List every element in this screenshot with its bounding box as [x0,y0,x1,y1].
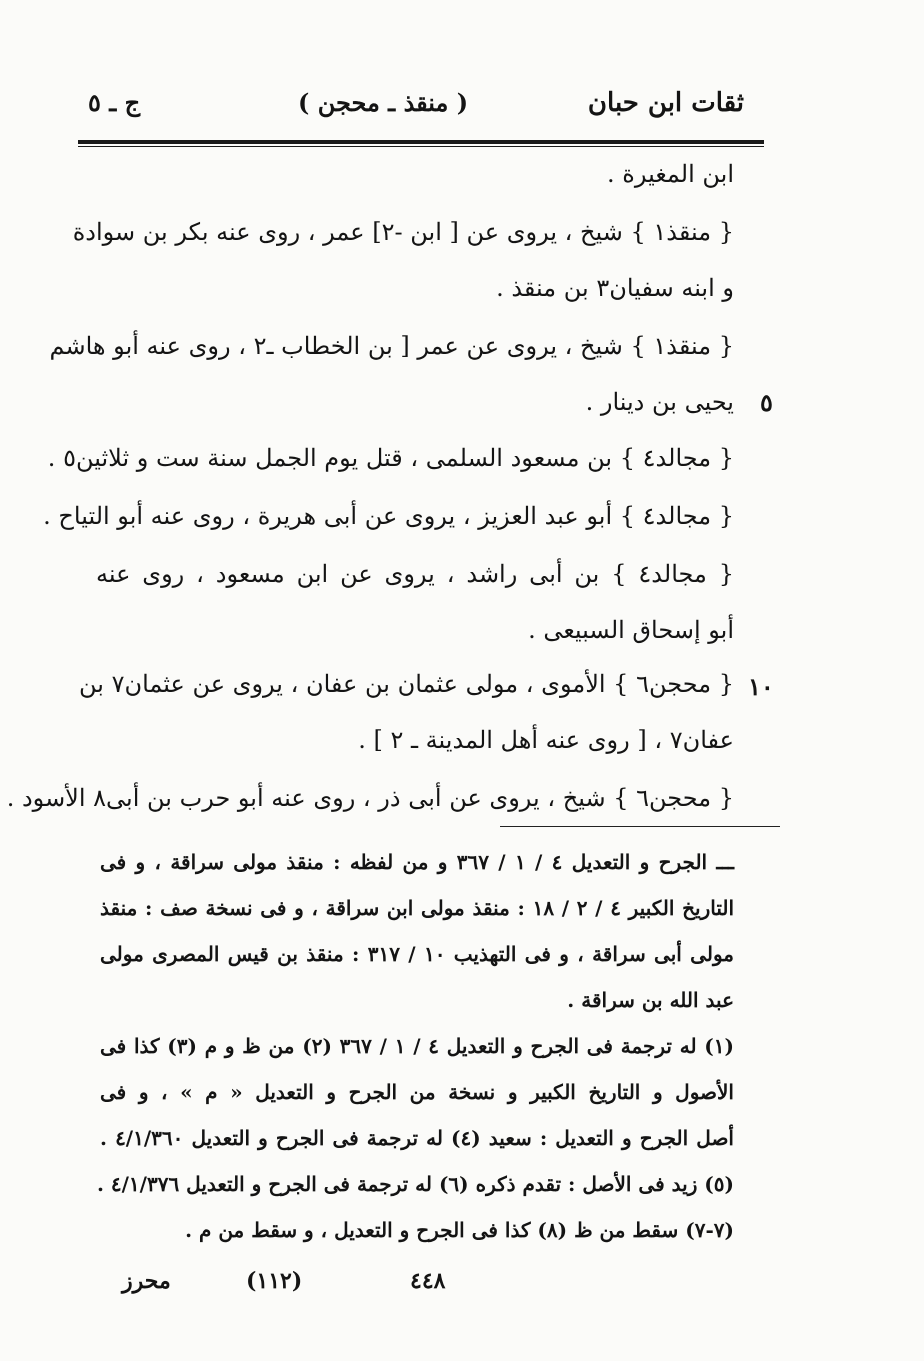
text-line: { مجالد٤ } بن أبى راشد ، يروى عن ابن مسعود ، روى عنه [96,560,734,588]
footnote-line: (٥) زيد فى الأصل : تقدم ذكره (٦) له ترجمة فى الجرح و التعديل ٤/١/٣٧٦ . [96,1172,734,1196]
line-number: ٥ [760,388,773,417]
text-line: { منقذ١ } شيخ ، يروى عن [ ابن -٢] عمر ، روى عنه بكر بن سوادة [72,218,734,246]
footnote-line: عبد الله بن سراقة . [567,988,734,1012]
header-rule [78,140,764,144]
text-line: { محجن٦ } شيخ ، يروى عن أبى ذر ، روى عنه أبو حرب بن أبى٨ الأسود . [6,784,734,812]
footnote-line: أصل الجرح و التعديل : سعيد (٤) له ترجمة فى الجرح و التعديل ٤/١/٣٦٠ . [100,1126,734,1150]
page-number: ٤٤٨ [410,1268,446,1294]
section-title: ( منقذ ـ محجن ) [298,88,469,117]
text-line: أبو إسحاق السبيعى . [528,616,734,644]
text-line: { مجالد٤ } أبو عبد العزيز ، يروى عن أبى هريرة ، روى عنه أبو التياح . [43,502,734,530]
footnote-line: التاريخ الكبير ٤ / ٢ / ١٨ : منقذ مولى ابن سراقة ، و فى نسخة صف : منقذ [100,896,735,920]
footnote-separator [500,826,780,827]
footnote-line: مولى أبى سراقة ، و فى التهذيب ١٠ / ٣١٧ : منقذ بن قيس المصرى مولى [100,942,734,966]
text-line: { محجن٦ } الأموى ، مولى عثمان بن عفان ، يروى عن عثمان٧ بن [78,670,734,698]
text-line: ابن المغيرة . [607,160,734,188]
text-line: يحيى بن دينار . [585,388,734,416]
footnote-line: (١) له ترجمة فى الجرح و التعديل ٤ / ١ / ٣٦٧ (٢) من ظ و م (٣) كذا فى [100,1034,734,1058]
volume-label: ج ـ ٥ [88,88,141,117]
running-header [88,88,744,128]
footer-signature: محرز [122,1268,171,1294]
text-line: { منقذ١ } شيخ ، يروى عن عمر [ بن الخطاب ـ٢ ، روى عنه أبو هاشم [49,332,734,360]
header-rule-thin [78,146,764,147]
footnote-line: الأصول و التاريخ الكبير و نسخة من الجرح و التعديل « م » ، و فى [100,1080,734,1104]
text-line: عفان٧ ، [ روى عنه أهل المدينة ـ ٢ ] . [358,726,734,754]
footnote-line: ـــ الجرح و التعديل ٤ / ١ / ٣٦٧ و من لفظه : منقذ مولى سراقة ، و فى [100,850,734,874]
text-line: { مجالد٤ } بن مسعود السلمى ، قتل يوم الجمل سنة ست و ثلاثين٥ . [47,444,734,472]
book-title: ثقات ابن حبان [587,88,744,118]
line-number: ١٠ [748,672,774,701]
footer-sheet-number: (١١٢) [246,1268,303,1294]
footnote-line: (٧-٧) سقط من ظ (٨) كذا فى الجرح و التعديل ، و سقط من م . [185,1218,734,1242]
text-line: و ابنه سفيان٣ بن منقذ . [496,274,734,302]
